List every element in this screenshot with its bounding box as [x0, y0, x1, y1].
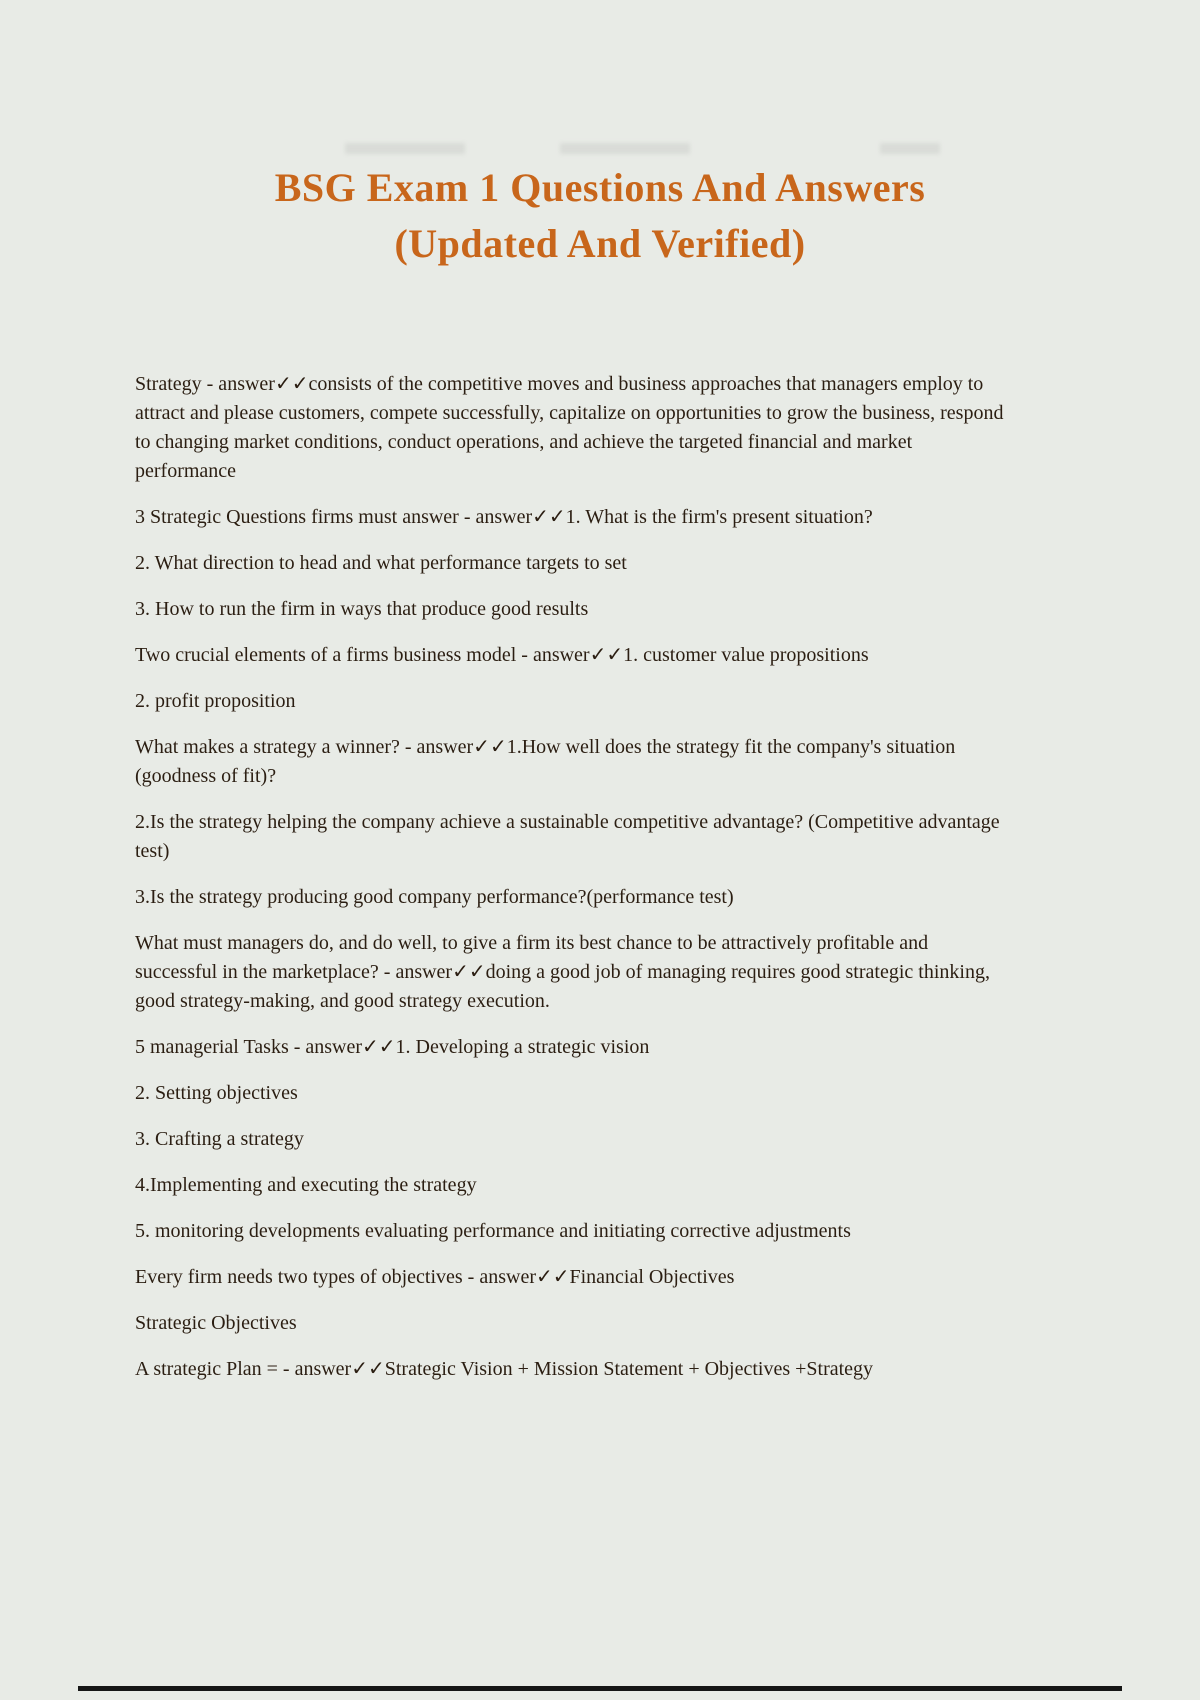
paragraph-strategy-definition: Strategy - answer✓✓consists of the competitive moves and business approaches that managers employ to attract and please customers, compete successfully, capitalize on opportunities to grow the business, respond to changing market conditions, conduct operations, and achieve the targeted financial and market performance — [135, 373, 1004, 482]
paragraph-task-5: 5. monitoring developments evaluating performance and initiating corrective adjustments — [135, 1220, 851, 1242]
paragraph-profit-proposition: 2. profit proposition — [135, 690, 296, 712]
watermark-smudge — [880, 143, 940, 154]
paragraph-task-2: 2. Setting objectives — [135, 1082, 298, 1104]
paragraph-two-types-objectives: Every firm needs two types of objectives - answer✓✓Financial Objectives — [135, 1266, 735, 1288]
paragraph-5-managerial-tasks: 5 managerial Tasks - answer✓✓1. Developing a strategic vision — [135, 1036, 650, 1058]
paragraph-question-2: 2. What direction to head and what performance targets to set — [135, 552, 627, 574]
title-line-2: (Updated And Verified) — [394, 221, 806, 266]
paragraph-performance-test: 3.Is the strategy producing good company performance?(performance test) — [135, 886, 734, 908]
paragraph-question-3: 3. How to run the firm in ways that produce good results — [135, 598, 589, 620]
document-title — [0, 0, 1200, 272]
paragraph-competitive-advantage-test: 2.Is the strategy helping the company achieve a sustainable competitive advantage? (Competitive advantage test) — [135, 811, 1000, 862]
paragraph-business-model-elements: Two crucial elements of a firms business model - answer✓✓1. customer value propositions — [135, 644, 869, 666]
title-line-1: BSG Exam 1 Questions And Answers — [274, 165, 926, 210]
paragraph-strategy-winner: What makes a strategy a winner? - answer✓✓1.How well does the strategy fit the company's situation (goodness of fit)? — [135, 736, 956, 787]
paragraph-task-3: 3. Crafting a strategy — [135, 1128, 304, 1150]
page-bottom-divider — [78, 1686, 1122, 1691]
paragraph-strategic-objectives: Strategic Objectives — [135, 1312, 297, 1334]
watermark-smudge — [560, 143, 690, 154]
paragraph-managers-must-do: What must managers do, and do well, to give a firm its best chance to be attractively profitable and successful in the marketplace? - answer✓✓doing a good job of managing requires good strategic thinking, good strategy-making, and good strategy execution. — [135, 932, 990, 1012]
paragraph-task-4: 4.Implementing and executing the strategy — [135, 1174, 477, 1196]
document-body — [135, 370, 1007, 1384]
watermark-smudge — [345, 143, 465, 154]
paragraph-strategic-plan: A strategic Plan = - answer✓✓Strategic Vision + Mission Statement + Objectives +Strategy — [135, 1358, 874, 1380]
paragraph-3-strategic-questions: 3 Strategic Questions firms must answer - answer✓✓1. What is the firm's present situation? — [135, 506, 873, 528]
